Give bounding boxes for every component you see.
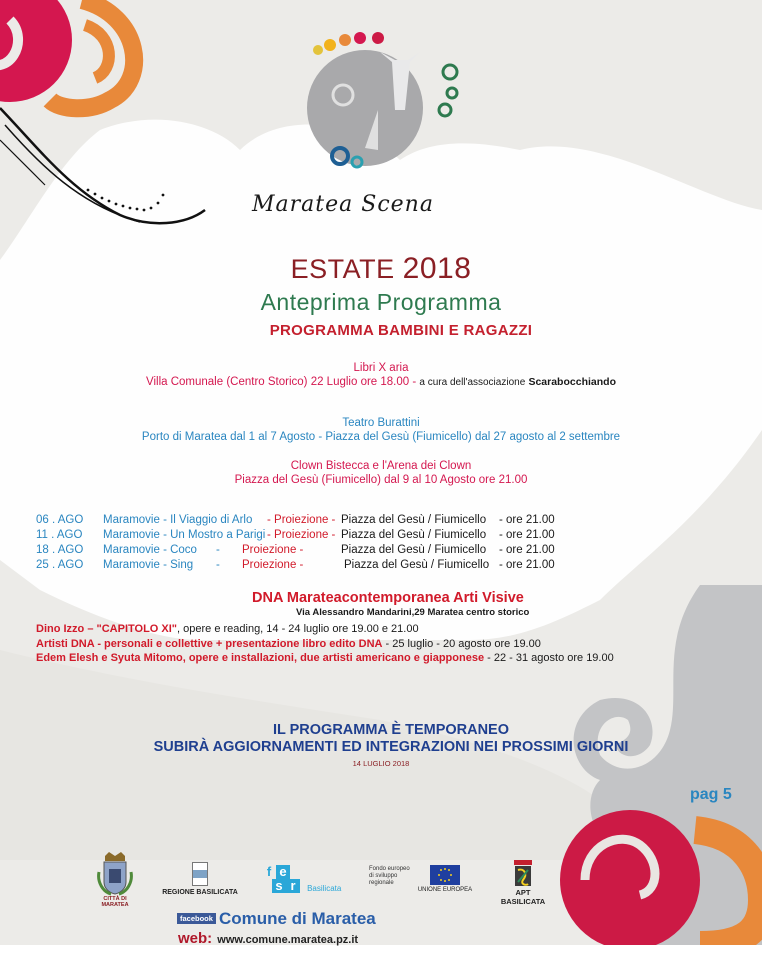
season-label: ESTATE [290,254,395,284]
event-organizer: Scarabocchiando [528,376,616,388]
dna-list [36,622,614,666]
dna-item-lead: Edem Elesh e Syuta Mitomo, opere e installazioni, due artisti americano e giapponese [36,652,485,664]
schedule-date: 18 . AGO [36,544,84,556]
website-link[interactable] [178,928,358,947]
event-libri-x-aria [0,361,762,390]
schedule-place: Piazza del Gesù / Fiumicello [344,559,490,571]
event-detail: Piazza del Gesù (Fiumicello) dal 9 al 10 Agosto ore 21.00 [234,474,528,486]
schedule-type: Proiezione - [242,544,304,556]
logo-apt-basilicata [493,860,553,906]
event-detail: Villa Comunale (Centro Storico) 22 Luglio ore 18.00 - [146,376,417,388]
subtitle: Anteprima Programma [260,289,502,315]
event-note: a cura dell'associazione [419,377,526,388]
dna-address: Via Alessandro Mandarini,29 Maratea centro storico [296,607,530,618]
schedule-date: 11 . AGO [36,529,83,541]
schedule-time: - ore 21.00 [499,559,555,571]
schedule-place: Piazza del Gesù / Fiumicello [341,529,487,541]
dna-item [36,651,614,666]
dna-title: DNA Marateacontemporanea Arti Visive [252,590,524,606]
schedule-title: Maramovie - Sing [103,559,194,571]
dna-item-lead: Artisti DNA - personali e collettive + presentazione libro edito DNA [36,637,383,650]
logo-regione-basilicata [160,862,240,896]
fesr-letter: e [276,865,290,879]
notice-line-2: SUBIRÀ AGGIORNAMENTI ED INTEGRAZIONI NEI PROSSIMI GIORNI [153,739,629,755]
logo-label: UNIONE EUROPEA [417,887,473,893]
logo-label: REGIONE BASILICATA [162,889,238,896]
logo-fesr [262,865,362,893]
schedule-title: Maramovie - Un Mostro a Parigi [103,529,266,541]
regione-flag-icon [192,862,208,886]
logo-unione-europea [415,865,475,893]
schedule-time: - ore 21.00 [499,529,555,541]
page-number: pag 5 [690,786,732,803]
notice-date: 14 LUGLIO 2018 [352,759,410,768]
event-title: Clown Bistecca e l'Arena dei Clown [290,460,472,472]
dna-item-rest: , opere e reading, 14 - 24 luglio ore 19.00 e 21.00 [177,623,419,635]
notice-line-1: IL PROGRAMMA È TEMPORANEO [272,722,510,738]
schedule-place: Piazza del Gesù / Fiumicello [341,514,487,526]
schedule-sep: - [216,544,220,556]
maratea-scena-logo: Maratea Scena [252,192,434,217]
logo-fondo-europeo: Fondo europeo di sviluppo regionale [369,866,410,886]
schedule-date: 06 . AGO [36,514,84,526]
schedule-sep: - [216,559,220,571]
event-title: Libri X aria [353,362,409,374]
season-year: 2018 [402,252,472,285]
schedule-title: Maramovie - Il Viaggio di Arlo [103,514,253,526]
schedule-title: Maramovie - Coco [103,544,197,556]
schedule-type: Proiezione - [242,559,304,571]
schedule-date: 25 . AGO [36,559,84,571]
eu-flag-icon [430,865,460,885]
schedule-time: - ore 21.00 [499,514,555,526]
fesr-letter: r [286,879,300,893]
logo-citta-di-maratea [90,852,140,908]
fesr-label: Basilicata [307,884,342,893]
section-title [20,322,762,339]
logo-label: APT BASILICATA [500,888,546,906]
event-title: Teatro Burattini [342,417,420,429]
fesr-letter: f [266,864,272,879]
schedule-time: - ore 21.00 [499,544,555,556]
facebook-page-name: Comune di Maratea [218,908,376,928]
web-url[interactable]: www.comune.maratea.pz.it [217,934,359,946]
facebook-link[interactable] [177,908,376,929]
schedule-type: - Proiezione - [267,529,336,541]
season-title [0,252,762,286]
event-detail: Porto di Maratea dal 1 al 7 Agosto - Piazza del Gesù (Fiumicello) dal 27 agosto al 2 settembre [141,431,621,443]
web-label: web: [178,930,213,947]
apt-emblem-icon [512,860,534,888]
event-teatro-burattini [0,416,762,444]
fesr-letter: s [272,879,286,893]
schedule-place: Piazza del Gesù / Fiumicello [341,544,487,556]
section-title-text: PROGRAMMA BAMBINI E RAGAZZI [269,322,533,339]
schedule-type: - Proiezione - [267,514,336,526]
logo-label: CITTÀ DI MARATEA [101,896,129,908]
dna-item-rest: - 22 - 31 agosto ore 19.00 [484,652,614,664]
dna-item-lead: Dino Izzo – "CAPITOLO XI" [36,623,178,635]
event-clown-bistecca [0,459,762,487]
facebook-icon: facebook [177,913,216,924]
dna-item [36,637,614,652]
coat-of-arms-icon [95,852,135,896]
dna-item-rest: - 25 luglio - 20 agosto ore 19.00 [382,637,541,650]
dna-item [36,622,614,637]
